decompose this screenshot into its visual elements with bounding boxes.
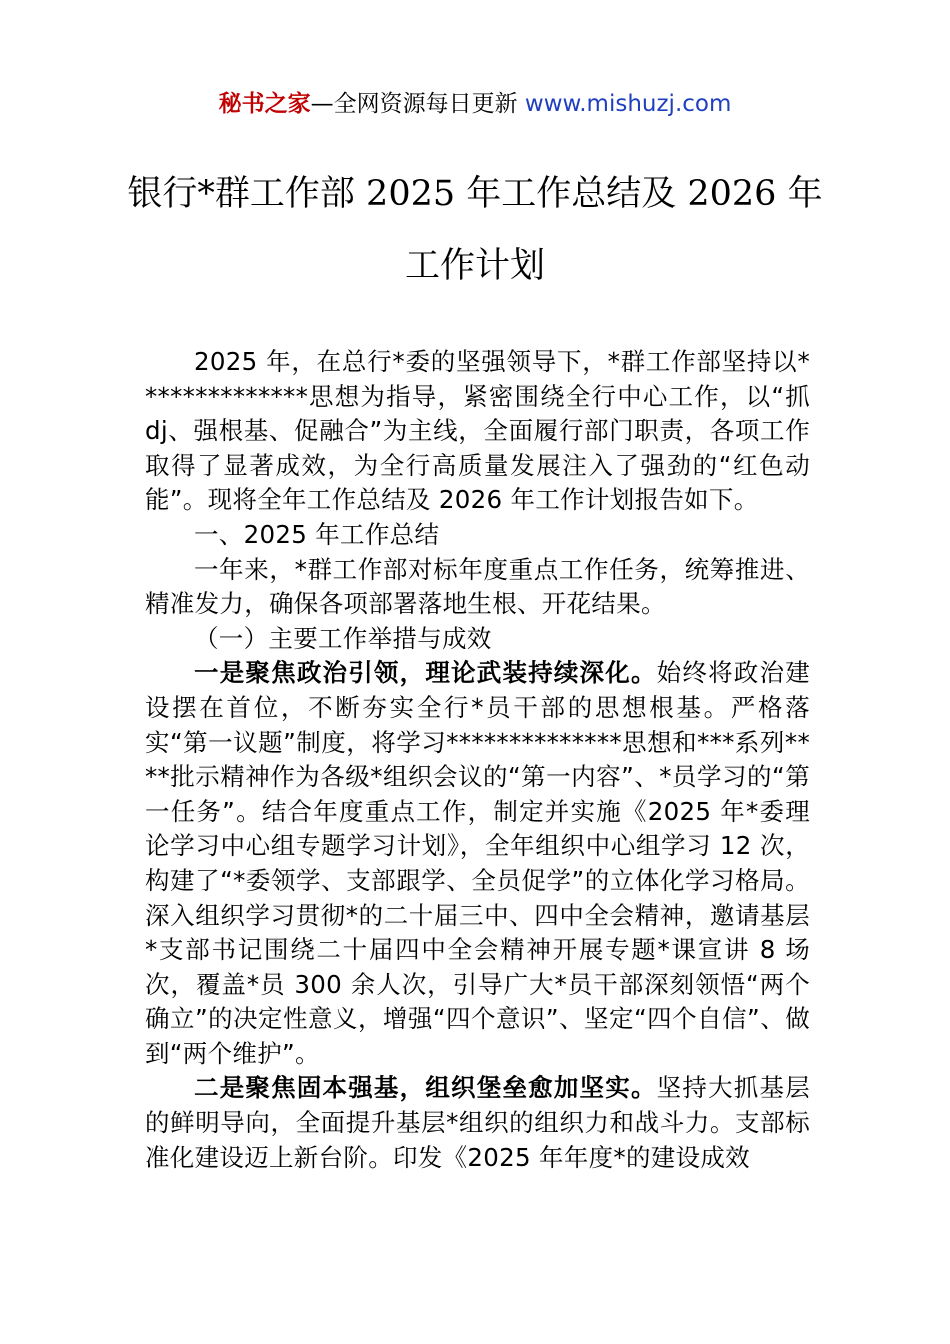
item-1-text: 始终将政治建设摆在首位，不断夯实全行*员干部的思想根基。严格落实“第一议题”制度，将学习**************思想和***系列****批示精神作为各级*组织会议的“第一内容”、*员学习的“第一任务”。结合年度重点工作，制定并实施《2025 年*委理论学习中心组专题学习计划》，全年组织中心组学习 12 次，构建了“*委领学、支部跟学、全员促学”的立体化学习格局。深入组织学习贯彻*的二十届三中、四中全会精神，邀请基层*支部书记围绕二十届四中全会精神开展专题*课宣讲 8 场次，覆盖*员 300 余人次，引导广大*员干部深刻领悟“两个确立”的决定性意义，增强“四个意识”、坚定“四个自信”、做到“两个维护”。 [145,658,810,1068]
document-body [145,345,810,1175]
document-title [120,158,830,302]
item-1-lead: 一是聚焦政治引领，理论武装持续深化。 [194,658,657,688]
subsection-heading: （一）主要工作举措与成效 [194,623,492,653]
item-2-lead: 二是聚焦固本强基，组织堡垒愈加坚实。 [194,1073,657,1103]
header-tagline: —全网资源每日更新 [310,91,525,117]
item-paragraph-2 [145,1071,810,1175]
brand-name: 秘书之家 [218,91,311,117]
section-paragraph: 一年来，*群工作部对标年度重点工作任务，统筹推进、精准发力，确保各项部署落地生根、开花结果。 [145,554,810,619]
title-line-1: 银行*群工作部 2025 年工作总结及 2026 年 [127,174,823,214]
website-link[interactable]: www.mishuzj.com [524,91,732,117]
item-2-text: 坚持大抓基层的鲜明导向，全面提升基层*组织的组织力和战斗力。支部标准化建设迈上新台阶。印发《2025 年年度*的建设成效 [145,1073,810,1172]
intro-paragraph: 2025 年，在总行*委的坚强领导下，*群工作部坚持以**************思想为指导，紧密围绕全行中心工作，以“抓 dj、强根基、促融合”为主线，全面履行部门职责，各项工作取得了显著成效，为全行高质量发展注入了强劲的“红色动能”。现将全年工作总结及 2026 年工作计划报告如下。 [145,347,810,515]
title-line-2: 工作计划 [404,246,545,286]
item-paragraph-1 [145,656,810,1071]
page-header [0,86,950,122]
section-heading: 一、2025 年工作总结 [194,519,440,549]
